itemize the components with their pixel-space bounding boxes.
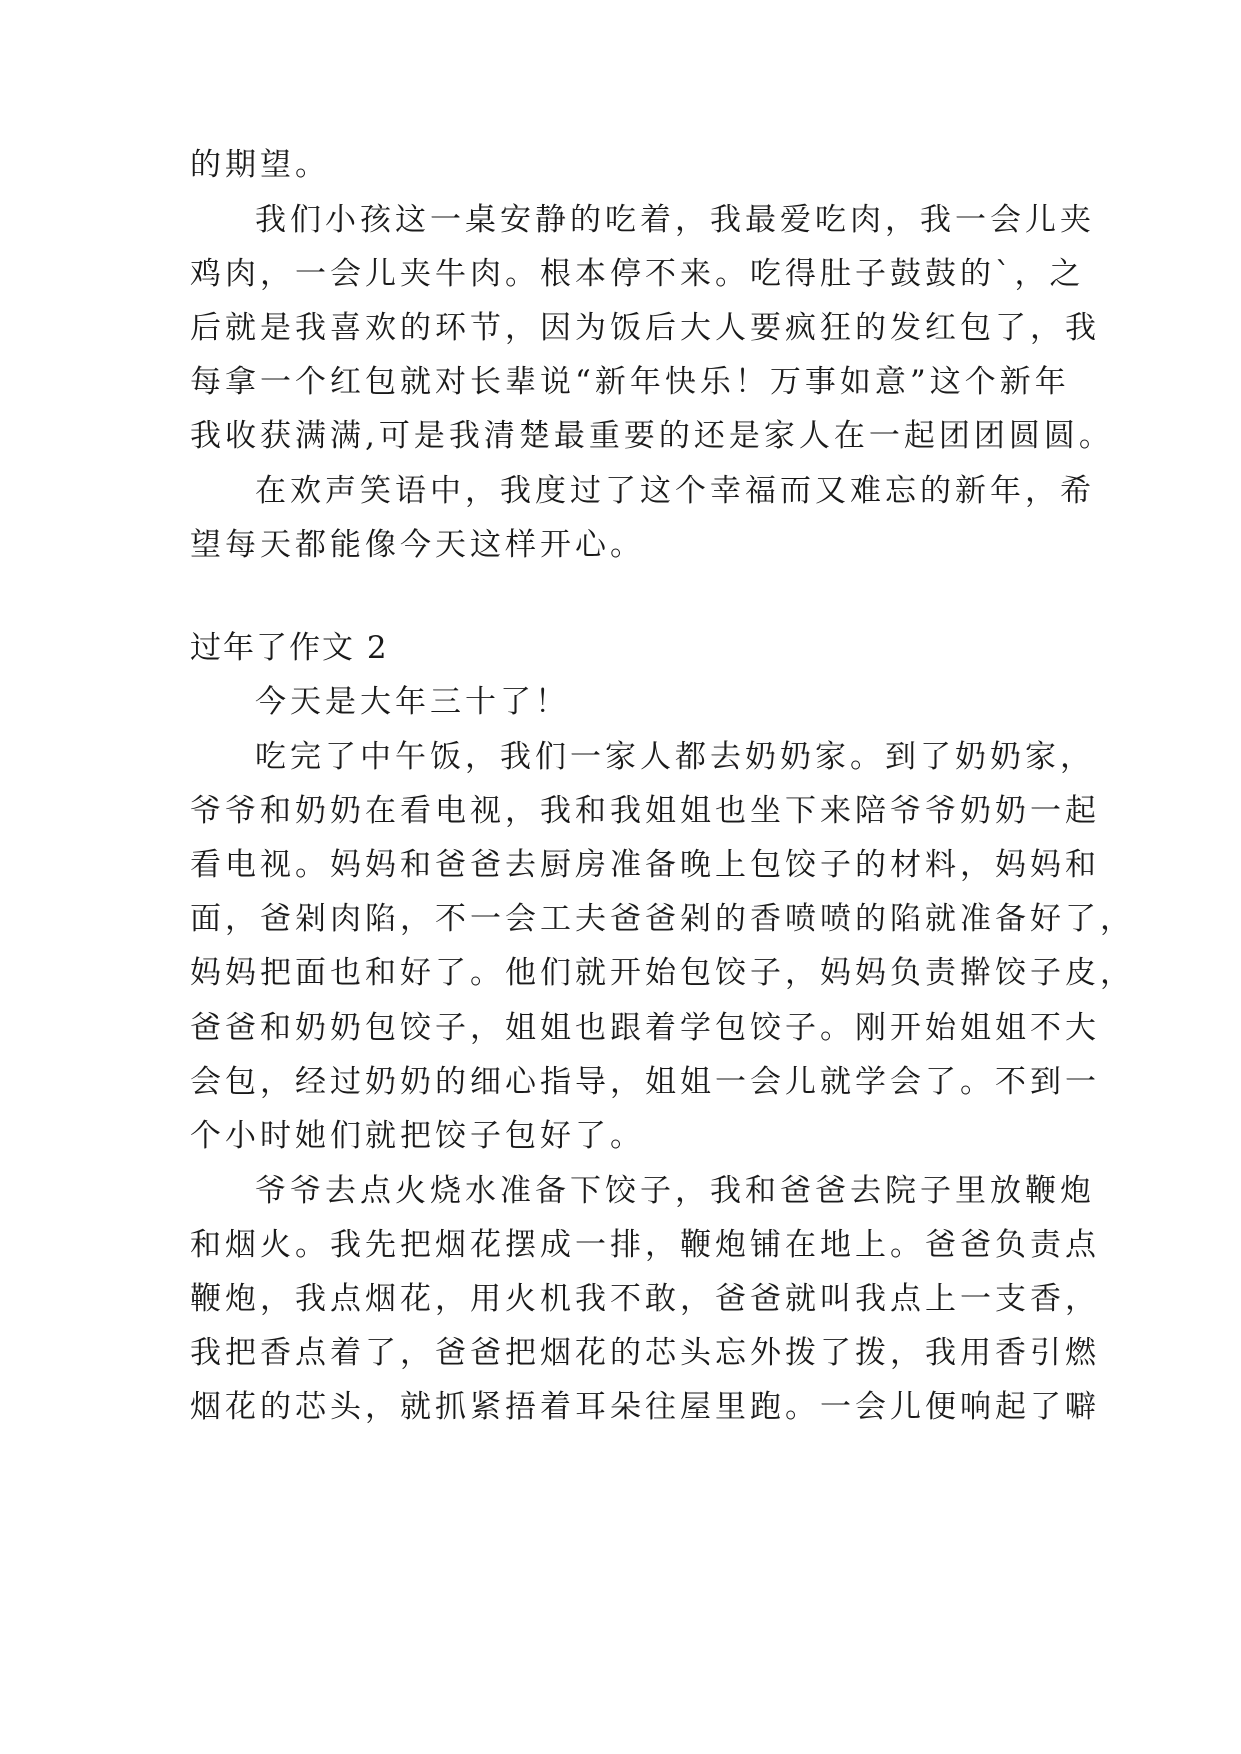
paragraph-start-line: 吃完了中午饭，我们一家人都去奶奶家。到了奶奶家，: [255, 739, 1095, 775]
text-line: 每拿一个红包就对长辈说“新年快乐！万事如意”这个新年: [190, 364, 1070, 400]
paragraph-start-line: 在欢声笑语中，我度过了这个幸福而又难忘的新年，希: [255, 473, 1095, 509]
text-line: 爸爸和奶奶包饺子，姐姐也跟着学包饺子。刚开始姐姐不大: [190, 1010, 1100, 1046]
text-line: 鞭炮，我点烟花，用火机我不敢，爸爸就叫我点上一支香，: [190, 1281, 1100, 1317]
text-line: 爷爷和奶奶在看电视，我和我姐姐也坐下来陪爷爷奶奶一起: [190, 793, 1100, 829]
text-line: 望每天都能像今天这样开心。: [190, 527, 645, 563]
text-line: 妈妈把面也和好了。他们就开始包饺子，妈妈负责擀饺子皮，: [190, 955, 1135, 991]
text-line: 个小时她们就把饺子包好了。: [190, 1118, 645, 1154]
text-line: 我收获满满,可是我清楚最重要的还是家人在一起团团圆圆。: [190, 418, 1114, 454]
paragraph-start-line: 今天是大年三十了！: [255, 684, 570, 720]
paragraph-start-line: 我们小孩这一桌安静的吃着，我最爱吃肉，我一会儿夹: [255, 202, 1095, 238]
text-line: 和烟火。我先把烟花摆成一排，鞭炮铺在地上。爸爸负责点: [190, 1227, 1100, 1263]
text-line: 后就是我喜欢的环节，因为饭后大人要疯狂的发红包了，我: [190, 310, 1100, 346]
text-line: 的期望。: [190, 147, 330, 183]
paragraph-start-line: 爷爷去点火烧水准备下饺子，我和爸爸去院子里放鞭炮: [255, 1173, 1095, 1209]
essay-title: 过年了作文 2: [190, 630, 389, 666]
text-line: 烟花的芯头，就抓紧捂着耳朵往屋里跑。一会儿便响起了噼: [190, 1389, 1100, 1425]
text-line: 会包，经过奶奶的细心指导，姐姐一会儿就学会了。不到一: [190, 1064, 1100, 1100]
text-line: 我把香点着了，爸爸把烟花的芯头忘外拨了拨，我用香引燃: [190, 1335, 1100, 1371]
text-line: 面，爸剁肉陷，不一会工夫爸爸剁的香喷喷的陷就准备好了，: [190, 901, 1135, 937]
text-line: 看电视。妈妈和爸爸去厨房准备晚上包饺子的材料，妈妈和: [190, 847, 1100, 883]
text-line: 鸡肉，一会儿夹牛肉。根本停不来。吃得肚子鼓鼓的`，之: [190, 256, 1085, 292]
